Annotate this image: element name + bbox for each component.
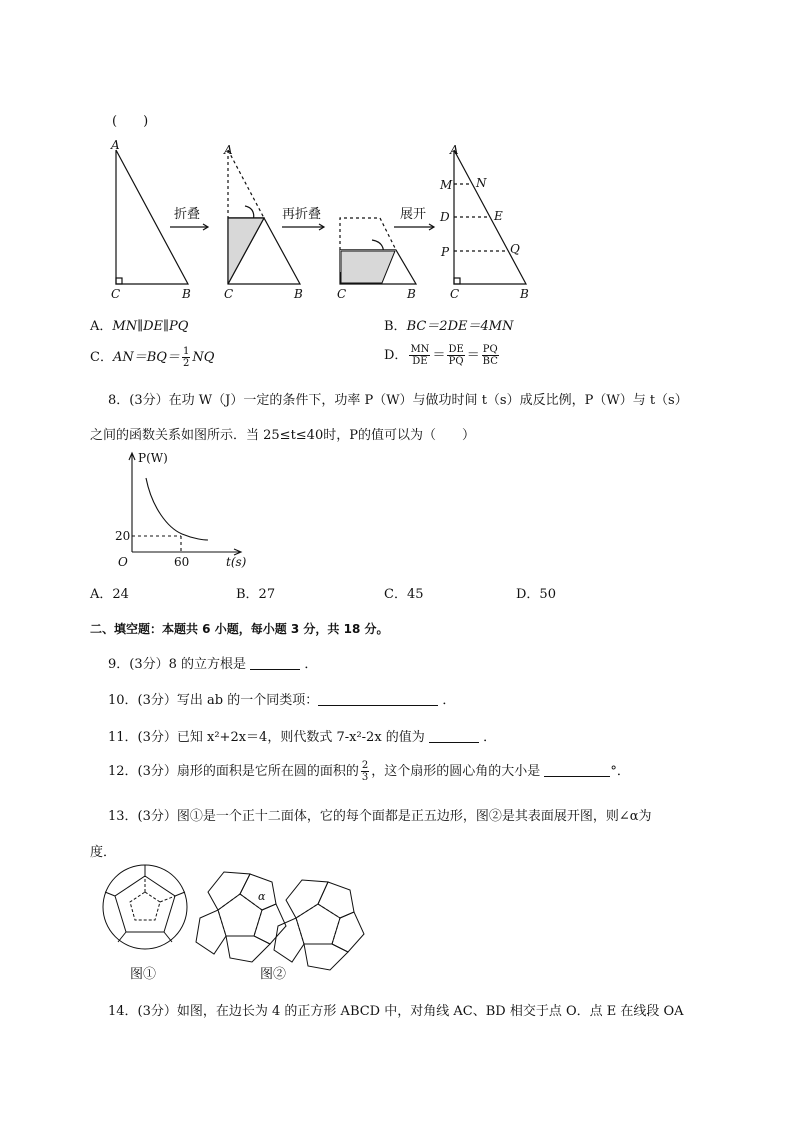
label-E: E	[494, 209, 503, 223]
alpha-label: α	[258, 890, 266, 903]
caption-fig1: 图①	[130, 967, 157, 982]
graph-xtick: 60	[174, 555, 190, 569]
q8-option-b[interactable]: B．27	[236, 587, 276, 602]
label-B2: B	[294, 287, 303, 301]
fraction: $\frac{MN}{DE}$	[410, 344, 430, 367]
q7-option-d[interactable]: D． $\frac{MN}{DE}$ ＝ $\frac{DE}{PQ}$ ＝ $\frac{PQ}{BC}$	[384, 344, 498, 367]
answer-blank[interactable]	[429, 729, 479, 743]
q7-option-c[interactable]: C．AN＝BQ＝ $\frac{1}{2}$ NQ	[90, 346, 215, 369]
label-A2: A	[224, 143, 233, 157]
q8-option-c[interactable]: C．45	[384, 587, 424, 602]
label-N: N	[476, 176, 487, 190]
q8-graph	[108, 448, 258, 573]
fraction: $\frac{1}{2}$	[182, 346, 190, 369]
q8-option-d[interactable]: D．50	[516, 587, 556, 602]
label-A1: A	[111, 138, 120, 152]
answer-blank[interactable]	[250, 656, 300, 670]
label-B3: B	[407, 287, 416, 301]
arrow-label-unfold: 展开	[400, 207, 427, 222]
q7-folding-figure	[100, 138, 540, 306]
fraction: $\frac{PQ}{BC}$	[482, 344, 498, 367]
q13-line2: 度．	[90, 845, 117, 860]
q9: 9．(3分）8 的立方根是 ．	[108, 657, 318, 672]
q8-line1: 8．(3分）在功 W（J）一定的条件下，功率 P（W）与做功时间 t（s）成反比例，P（W）与 t（s）	[108, 393, 688, 408]
q11: 11．(3分）已知 x²+2x＝4，则代数式 7-x²-2x 的值为 ．	[108, 730, 497, 745]
label-B4: B	[520, 287, 529, 301]
answer-blank[interactable]	[544, 763, 610, 777]
label-C1: C	[111, 287, 121, 301]
label-M: M	[440, 178, 453, 192]
graph-origin: O	[118, 555, 128, 569]
caption-fig2: 图②	[260, 967, 287, 982]
label-A4: A	[450, 143, 459, 157]
label-C3: C	[337, 287, 347, 301]
q7-paren: ( )	[112, 114, 149, 129]
arrow-label-fold: 折叠	[174, 207, 201, 222]
graph-ytick: 20	[115, 529, 131, 543]
fraction: $\frac{2}{3}$	[361, 760, 369, 783]
fraction: $\frac{DE}{PQ}$	[448, 344, 464, 367]
label-C2: C	[224, 287, 234, 301]
graph-ylabel: P(W)	[138, 451, 168, 465]
section-title-fill-in: 二、填空题：本题共 6 小题，每小题 3 分，共 18 分。	[90, 622, 389, 636]
q13-figures	[100, 862, 380, 984]
q8-option-a[interactable]: A．24	[90, 587, 129, 602]
q12: 12．(3分）扇形的面积是它所在圆的面积的 $\frac{2}{3}$ ，这个扇形的圆心角的大小是 °．	[108, 760, 630, 783]
q7-option-b[interactable]: B．BC＝2DE＝4MN	[384, 319, 514, 334]
label-B1: B	[182, 287, 191, 301]
label-C4: C	[450, 287, 460, 301]
label-D: D	[440, 210, 450, 224]
q7-option-a[interactable]: A．MN∥DE∥PQ	[90, 319, 189, 334]
label-Q: Q	[510, 242, 520, 256]
graph-xlabel: t(s)	[226, 555, 247, 569]
q8-line2: 之间的函数关系如图所示．当 25≤t≤40时，P的值可以为（ ）	[90, 428, 475, 443]
label-P: P	[441, 245, 450, 259]
q13-line1: 13．(3分）图①是一个正十二面体，它的每个面都是正五边形，图②是其表面展开图，则∠α为	[108, 809, 652, 824]
answer-blank[interactable]	[318, 692, 438, 706]
q10: 10．(3分）写出 ab 的一个同类项： ．	[108, 693, 456, 708]
arrow-label-refold: 再折叠	[282, 207, 322, 222]
q14-line1: 14．(3分）如图，在边长为 4 的正方形 ABCD 中，对角线 AC、BD 相交于点 O．点 E 在线段 OA	[108, 1004, 684, 1019]
